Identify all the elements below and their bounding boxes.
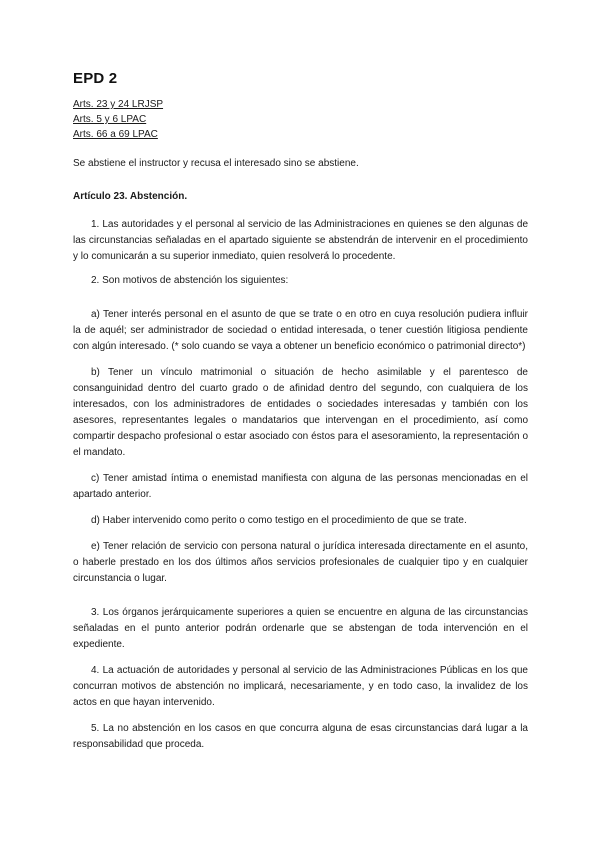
paragraph-5: 5. La no abstención en los casos en que concurra alguna de esas circunstancias dará lugar a la responsabilidad que proceda. [73,723,528,750]
article-title: Artículo 23. Abstención. [73,191,188,202]
reference-link-lrjsp[interactable]: Arts. 23 y 24 LRJSP [73,99,164,110]
paragraph-1: 1. Las autoridades y el personal al servicio de las Administraciones en quienes se den algunas de las circunstancias señaladas en el apartado siguiente se abstendrán de intervenir en el procedimiento y lo comunicarán a su superior inmediato, quien resolverá lo procedente. [73,219,528,262]
legal-references [73,97,528,142]
intro-text: Se abstiene el instructor y recusa el interesado sino se abstiene. [73,158,359,169]
paragraph-2: 2. Son motivos de abstención los siguientes: [91,275,289,286]
paragraph-2e: e) Tener relación de servicio con persona natural o jurídica interesada directamente en el asunto, o haberle prestado en los dos últimos años servicios profesionales de cualquier tipo y en cualquier circunstancia o lugar. [73,541,528,584]
paragraph-2b: b) Tener un vínculo matrimonial o situación de hecho asimilable y el parentesco de consanguinidad dentro del cuarto grado o de afinidad dentro del segundo, con cualquiera de los interesados, con los administradores de entidades o sociedades interesadas y también con los asesores, representantes legales o mandatarios que intervengan en el procedimiento, así como compartir despacho profesional o estar asociado con éstos para el asesoramiento, la representación o el mandato. [73,367,528,458]
document-title: EPD 2 [73,70,118,87]
paragraph-2a: a) Tener interés personal en el asunto de que se trate o en otro en cuya resolución pudiera influir la de aquél; ser administrador de sociedad o entidad interesada, o tener cuestión litigiosa pendiente con algún interesado. (* solo cuando se vaya a obtener un beneficio económico o patrimonial directo*) [73,309,528,352]
paragraph-2c: c) Tener amistad íntima o enemistad manifiesta con alguna de las personas mencionadas en el apartado anterior. [73,473,528,500]
paragraph-2d: d) Haber intervenido como perito o como testigo en el procedimiento de que se trate. [91,515,467,526]
paragraph-3: 3. Los órganos jerárquicamente superiores a quien se encuentre en alguna de las circunstancias señaladas en el punto anterior podrán ordenarle que se abstengan de toda intervención en el expediente. [73,607,528,650]
reference-link-lpac-5-6[interactable]: Arts. 5 y 6 LPAC [73,114,147,125]
document-content [73,70,528,753]
reference-link-lpac-66-69[interactable]: Arts. 66 a 69 LPAC [73,129,158,140]
paragraph-4: 4. La actuación de autoridades y personal al servicio de las Administraciones Públicas en los que concurran motivos de abstención no implicará, necesariamente, y en todo caso, la invalidez de los actos en que hayan intervenido. [73,665,528,708]
